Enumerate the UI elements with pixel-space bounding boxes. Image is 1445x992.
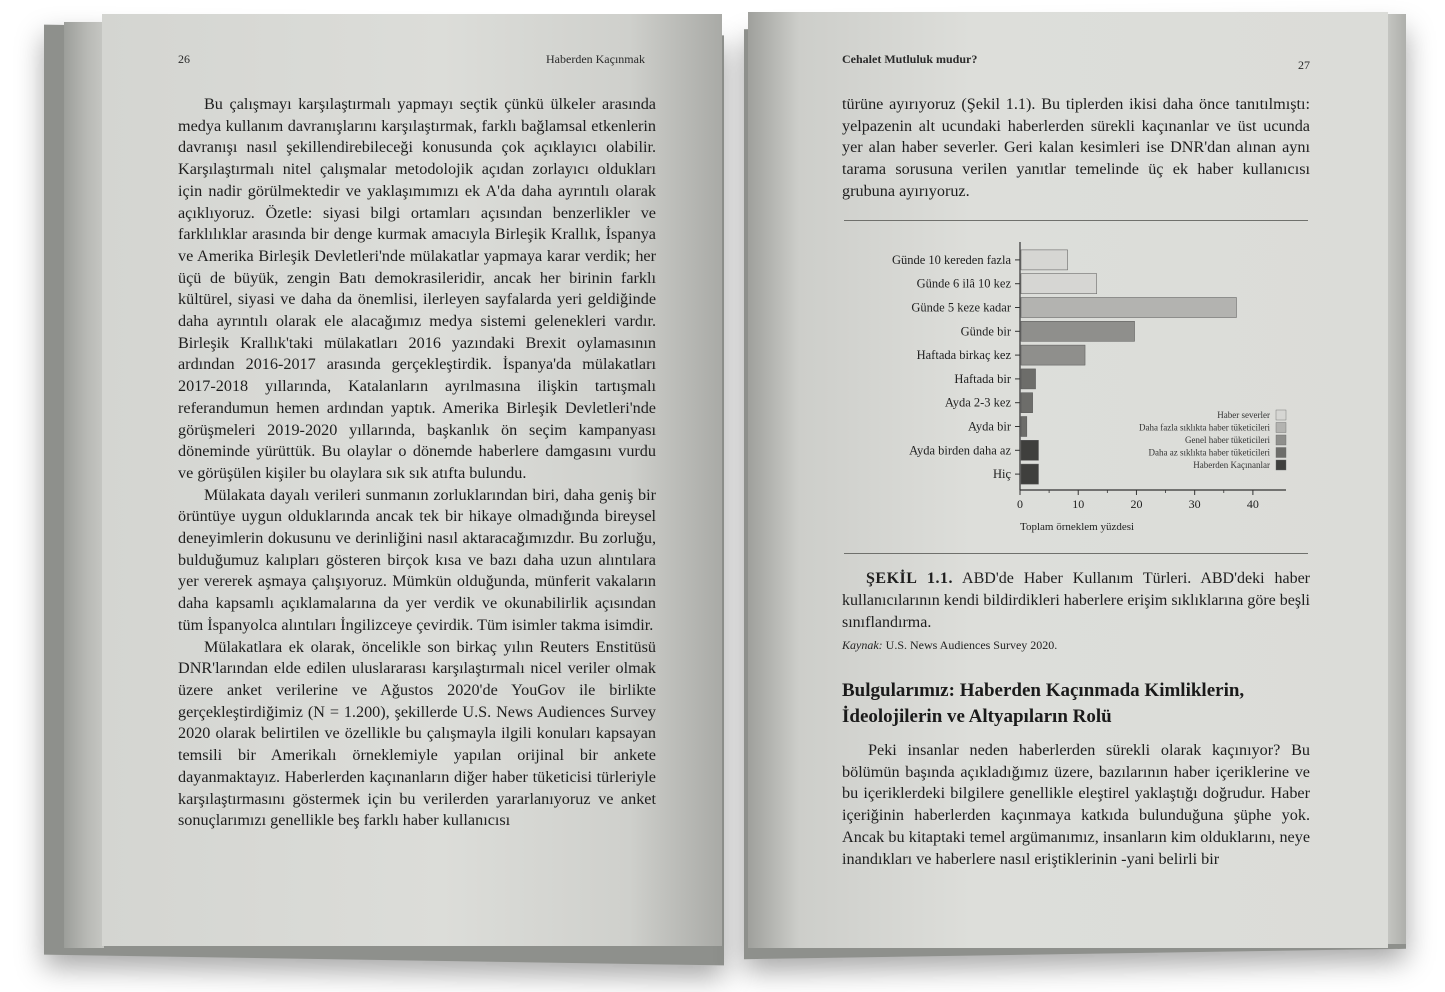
source-text: U.S. News Audiences Survey 2020. bbox=[885, 638, 1058, 652]
paragraph: Peki insanlar neden haberlerden sürekli olarak kaçınıyor? Bu bölümün başında açıkladığımız üzere, bazılarının haber içeriklerine ve bu içeriklerdeki bilgilere genellikle eleştirel yaklaştığı doğrudur. Haber içeriğinin haberlerden kaçınmaya katkıda bulunduğuna şüphe yok. Ancak bu kitaptaki temel argümanımız, insanların kim olduklarını, neye inandıkları ve haberlere nasıl eriştiklerinin -yani belirli bir bbox=[842, 741, 1310, 868]
right-page-stack bbox=[1386, 14, 1406, 944]
legend-swatch bbox=[1276, 423, 1286, 433]
x-tick-label: 40 bbox=[1246, 497, 1259, 511]
paragraph: Mülakata dayalı verileri sunmanın zorluklarından biri, daha geniş bir örüntüye uygun olduklarında ancak tek bir hikaye olmadığında bireysel deneyimlerin dokusunu ve derinliğini nasıl aktaracağımızdır. Bu zorluğu, bulduğumuz kalıpları gösteren birçok kısa ve bazı daha uzun alıntılara yer vererek aşmaya çalışıyoruz. Mümkün olduğunda, münferit vakaların daha kapsamlı açıklamalarına da yer verdik ve okunabilirlik açısından tüm İspanyolca alıntıları İngilizceye çevirdik. Tüm isimler takma isimdir. bbox=[178, 485, 656, 634]
legend-label: Genel haber tüketicileri bbox=[1185, 435, 1270, 445]
figure-top-rule bbox=[844, 220, 1308, 221]
legend-label: Haber severler bbox=[1217, 410, 1270, 420]
x-tick-label: 20 bbox=[1130, 497, 1143, 511]
paragraph: Mülakatlara ek olarak, öncelikle son birkaç yılın Reuters Enstitüsü DNR'larından elde edilen uluslararası karşılaştırmalı nicel veriler olmak üzere anket verilerine ve Ağustos 2020'de YouGov ile birlikte gerçekleştirdiğimiz (N = 1.200), şekillerde U.S. News Audiences Survey 2020 olarak belirtilen ve özellikle bu çalışmayla ilgili konuları kapsayan temsili bir Amerikalı örneklemiyle yapılan orijinal bir ankete dayanmaktayız. Haberlerden kaçınanların diğer haber tüketicisi türleriyle karşılaştırmasını göstermek için bu verilerden yararlanıyoruz ve anket sonuçlarımızı genellikle beş farklı haber kullanıcısı bbox=[178, 637, 656, 830]
chart-bar bbox=[1021, 369, 1036, 389]
x-tick-label: 10 bbox=[1072, 497, 1085, 511]
category-label: Hiç bbox=[992, 467, 1011, 482]
category-label: Haftada birkaç kez bbox=[916, 348, 1011, 363]
figure-caption bbox=[842, 568, 1310, 634]
right-closing-text bbox=[842, 740, 1310, 870]
chart-bar bbox=[1021, 417, 1027, 437]
figure-bottom-rule bbox=[844, 553, 1308, 554]
legend-label: Haberden Kaçınanlar bbox=[1193, 460, 1270, 470]
right-page bbox=[748, 12, 1388, 948]
category-label: Günde 5 keze kadar bbox=[911, 300, 1011, 315]
category-label: Günde bir bbox=[960, 324, 1011, 339]
left-page-stack bbox=[64, 22, 104, 948]
x-axis-label: Toplam örneklem yüzdesi bbox=[1020, 521, 1135, 533]
figure-caption-text: ABD'de Haber Kullanım Türleri. ABD'deki haber kullanıcılarının kendi bildirdikleri haberlere erişim sıklıklarına göre beşli sınıflandırma. bbox=[842, 570, 1310, 631]
legend-swatch bbox=[1276, 435, 1286, 445]
figure-label: ŞEKİL 1.1. bbox=[866, 570, 953, 587]
left-body-text bbox=[178, 94, 656, 832]
paragraph: Bu çalışmayı karşılaştırmalı yapmayı seçtik çünkü ülkeler arasında medya kullanım davranışlarını karşılaştırmak, farklı bağlamsal etkenlerin davranışı nasıl şekillendirebileceği konusunda çok açıklayıcı olabilir. Karşılaştırmalı nitel çalışmalar metodolojik açıdan zorlayıcı oldukları için nadir görülmektedir ve yaklaşımımızı ek A'da daha ayrıntılı olarak açıklıyoruz. Özetle: siyasi bilgi ortamları açısından benzerlikler ve farklılıklar arasında bir denge kurmak amacıyla Birleşik Krallık, İspanya ve Amerika Birleşik Devletleri'nde mülakatlar yapmaya karar verdik; her üçü de büyük, zengin Batı demokrasileridir, ancak her birinin farklı kültürel, siyasi ve daha da önemlisi, ilerleyen sayfalarda yeri geldiğinde daha ayrıntılı olarak ele alacağımız medya sistemi gelenekleri vardır. Birleşik Krallık'taki mülakatları 2016 yazındaki Brexit oylamasının ardından 2016-2017 arasında gerçekleştirdik. İspanya'da mülakatları 2017-2018 yıllarında, Katalanların ayrılmasına ilişkin tartışmalı referandumun hemen ardından yaptık. Amerika Birleşik Devletleri'nde görüşmeleri 2019-2020 yıllarında, başkanlık ön seçim kampanyası döneminde yürüttük. Bu olaylar o dönemde haberlere damgasını vurdu ve görüşülen kişiler bu olaylara sık sık atıfta bulundu. bbox=[178, 95, 656, 482]
category-label: Ayda 2-3 kez bbox=[944, 395, 1011, 410]
chart-bar bbox=[1021, 274, 1097, 294]
running-head: Haberden Kaçınmak bbox=[546, 52, 645, 66]
category-label: Ayda birden daha az bbox=[909, 443, 1011, 458]
page-number: 27 bbox=[1298, 58, 1310, 72]
section-heading: Bulgularımız: Haberden Kaçınmada Kimliklerin, İdeolojilerin ve Altyapıların Rolü bbox=[842, 680, 1245, 727]
category-label: Günde 10 kereden fazla bbox=[891, 252, 1011, 267]
chart-bar bbox=[1021, 440, 1038, 460]
x-tick-label: 30 bbox=[1188, 497, 1201, 511]
news-usage-chart bbox=[844, 232, 1310, 544]
legend-swatch bbox=[1276, 448, 1286, 458]
page-number: 26 bbox=[178, 52, 190, 66]
legend-label: Daha fazla sıklıkta haber tüketicileri bbox=[1139, 422, 1270, 433]
category-label: Haftada bir bbox=[954, 371, 1011, 386]
legend-swatch bbox=[1276, 410, 1286, 420]
chart-bar bbox=[1021, 464, 1038, 484]
source-label: Kaynak: bbox=[842, 638, 883, 652]
chart-bar bbox=[1021, 298, 1236, 318]
running-head: Cehalet Mutluluk mudur? bbox=[842, 52, 978, 66]
chart-bar bbox=[1021, 321, 1135, 341]
paragraph: türüne ayırıyoruz (Şekil 1.1). Bu tiplerden ikisi daha önce tanıtılmıştı: yelpazenin alt ucundaki haberlerden sürekli kaçınanlar ve üst ucunda yer alan haber severler. Geri kalan kesimleri ise DNR'dan alınan aynı tarama sorusuna verilen yanıtlar temelinde üç ek haber kullanıcısı grubuna ayırıyoruz. bbox=[842, 95, 1310, 200]
figure-source bbox=[842, 638, 1057, 653]
legend-label: Daha az sıklıkta haber tüketicileri bbox=[1148, 447, 1270, 458]
category-label: Ayda bir bbox=[968, 419, 1011, 434]
category-label: Günde 6 ilâ 10 kez bbox=[916, 276, 1011, 291]
chart-bar bbox=[1021, 393, 1033, 413]
chart-bar bbox=[1021, 345, 1085, 365]
chart-bar bbox=[1021, 250, 1068, 270]
legend-swatch bbox=[1276, 460, 1286, 470]
x-tick-label: 0 bbox=[1017, 497, 1023, 511]
right-intro-text bbox=[842, 94, 1310, 203]
left-page bbox=[102, 14, 722, 946]
